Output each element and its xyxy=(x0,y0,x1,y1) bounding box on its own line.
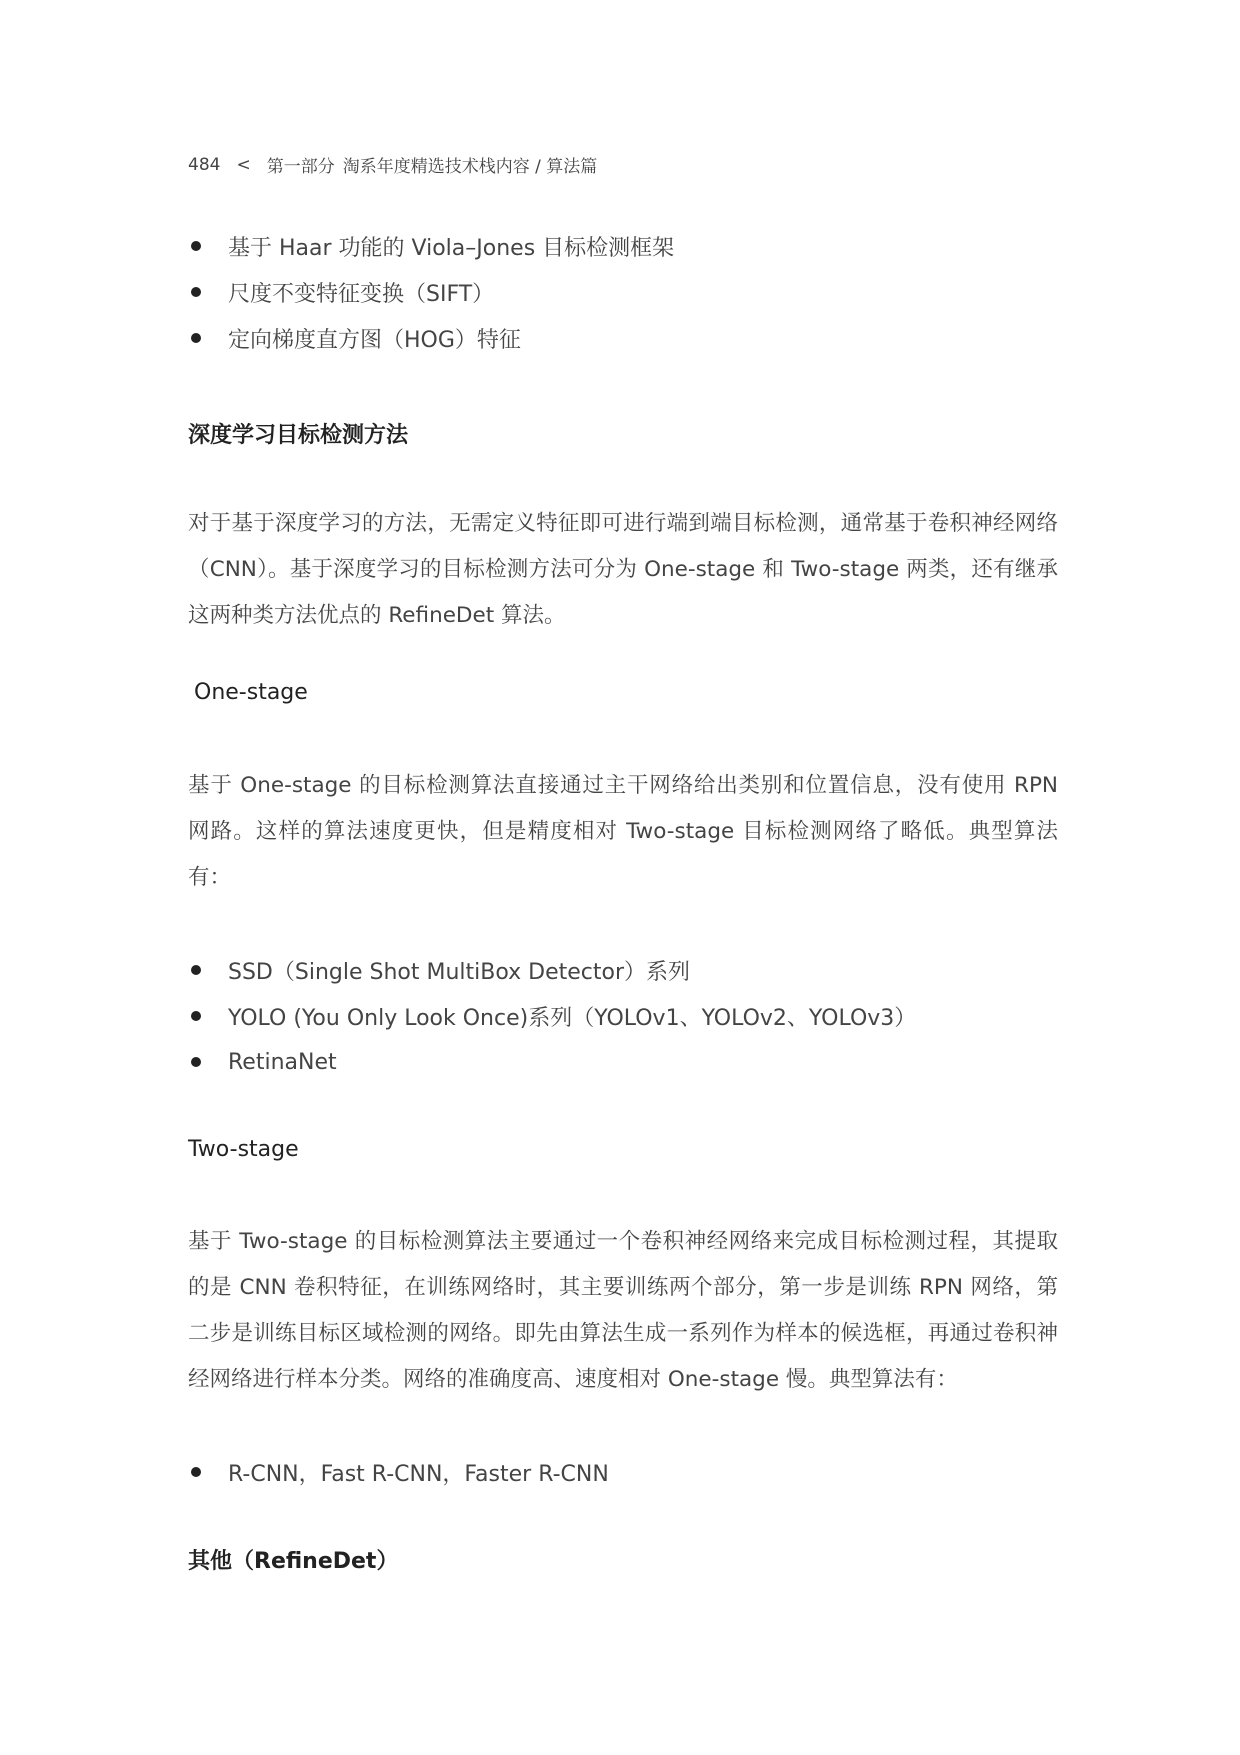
paragraph-deep-learning: 对于基于深度学习的方法，无需定义特征即可进行端到端目标检测，通常基于卷积神经网络（CNN）。基于深度学习的目标检测方法可分为 One-stage 和 Two-stage 两类，还有继承这两种类方法优点的 RefineDet 算法。 xyxy=(188,511,1058,628)
paragraph-one-stage: 基于 One-stage 的目标检测算法直接通过主干网络给出类别和位置信息，没有使用 RPN 网路。这样的算法速度更快，但是精度相对 Two-stage 目标检测网络了略低。典型算法有： xyxy=(188,773,1058,890)
bullet-icon xyxy=(191,1011,201,1021)
section-heading-two-stage: Two-stage xyxy=(188,1137,299,1162)
list-item: 基于 Haar 功能的 Viola–Jones 目标检测框架 xyxy=(188,223,674,269)
page-number: 484 xyxy=(188,154,221,175)
bullet-icon xyxy=(191,1057,201,1067)
bullet-icon xyxy=(191,1467,201,1477)
running-header xyxy=(188,152,597,177)
list-item: SSD（Single Shot MultiBox Detector）系列 xyxy=(188,947,916,993)
header-title: 淘系年度精选技术栈内容 / 算法篇 xyxy=(342,157,598,177)
list-item: YOLO (You Only Look Once)系列（YOLOv1、YOLOv2、YOLOv3） xyxy=(188,993,916,1039)
bullet-icon xyxy=(191,965,201,975)
list-item: RetinaNet xyxy=(188,1039,916,1085)
list-item: R-CNN，Fast R-CNN，Faster R-CNN xyxy=(188,1449,609,1495)
classic-methods-list xyxy=(188,223,674,361)
bullet-icon xyxy=(191,333,201,343)
bullet-icon xyxy=(191,241,201,251)
two-stage-list xyxy=(188,1449,609,1495)
list-item: 定向梯度直方图（HOG）特征 xyxy=(188,315,674,361)
list-item: 尺度不变特征变换（SIFT） xyxy=(188,269,674,315)
header-separator: < xyxy=(236,154,251,175)
section-heading-deep-learning: 深度学习目标检测方法 xyxy=(188,423,409,448)
section-heading-one-stage: One-stage xyxy=(194,680,308,705)
paragraph-two-stage: 基于 Two-stage 的目标检测算法主要通过一个卷积神经网络来完成目标检测过程，其提取的是 CNN 卷积特征，在训练网络时，其主要训练两个部分，第一步是训练 RPN 网络，第二步是训练目标区域检测的网络。即先由算法生成一系列作为样本的候选框，再通过卷积神经网络进行样本分类。网络的准确度高、速度相对 One-stage 慢。典型算法有： xyxy=(188,1229,1058,1392)
one-stage-list xyxy=(188,947,916,1085)
header-part: 第一部分 xyxy=(266,157,335,177)
section-heading-other: 其他（RefineDet） xyxy=(188,1549,399,1574)
bullet-icon xyxy=(191,287,201,297)
